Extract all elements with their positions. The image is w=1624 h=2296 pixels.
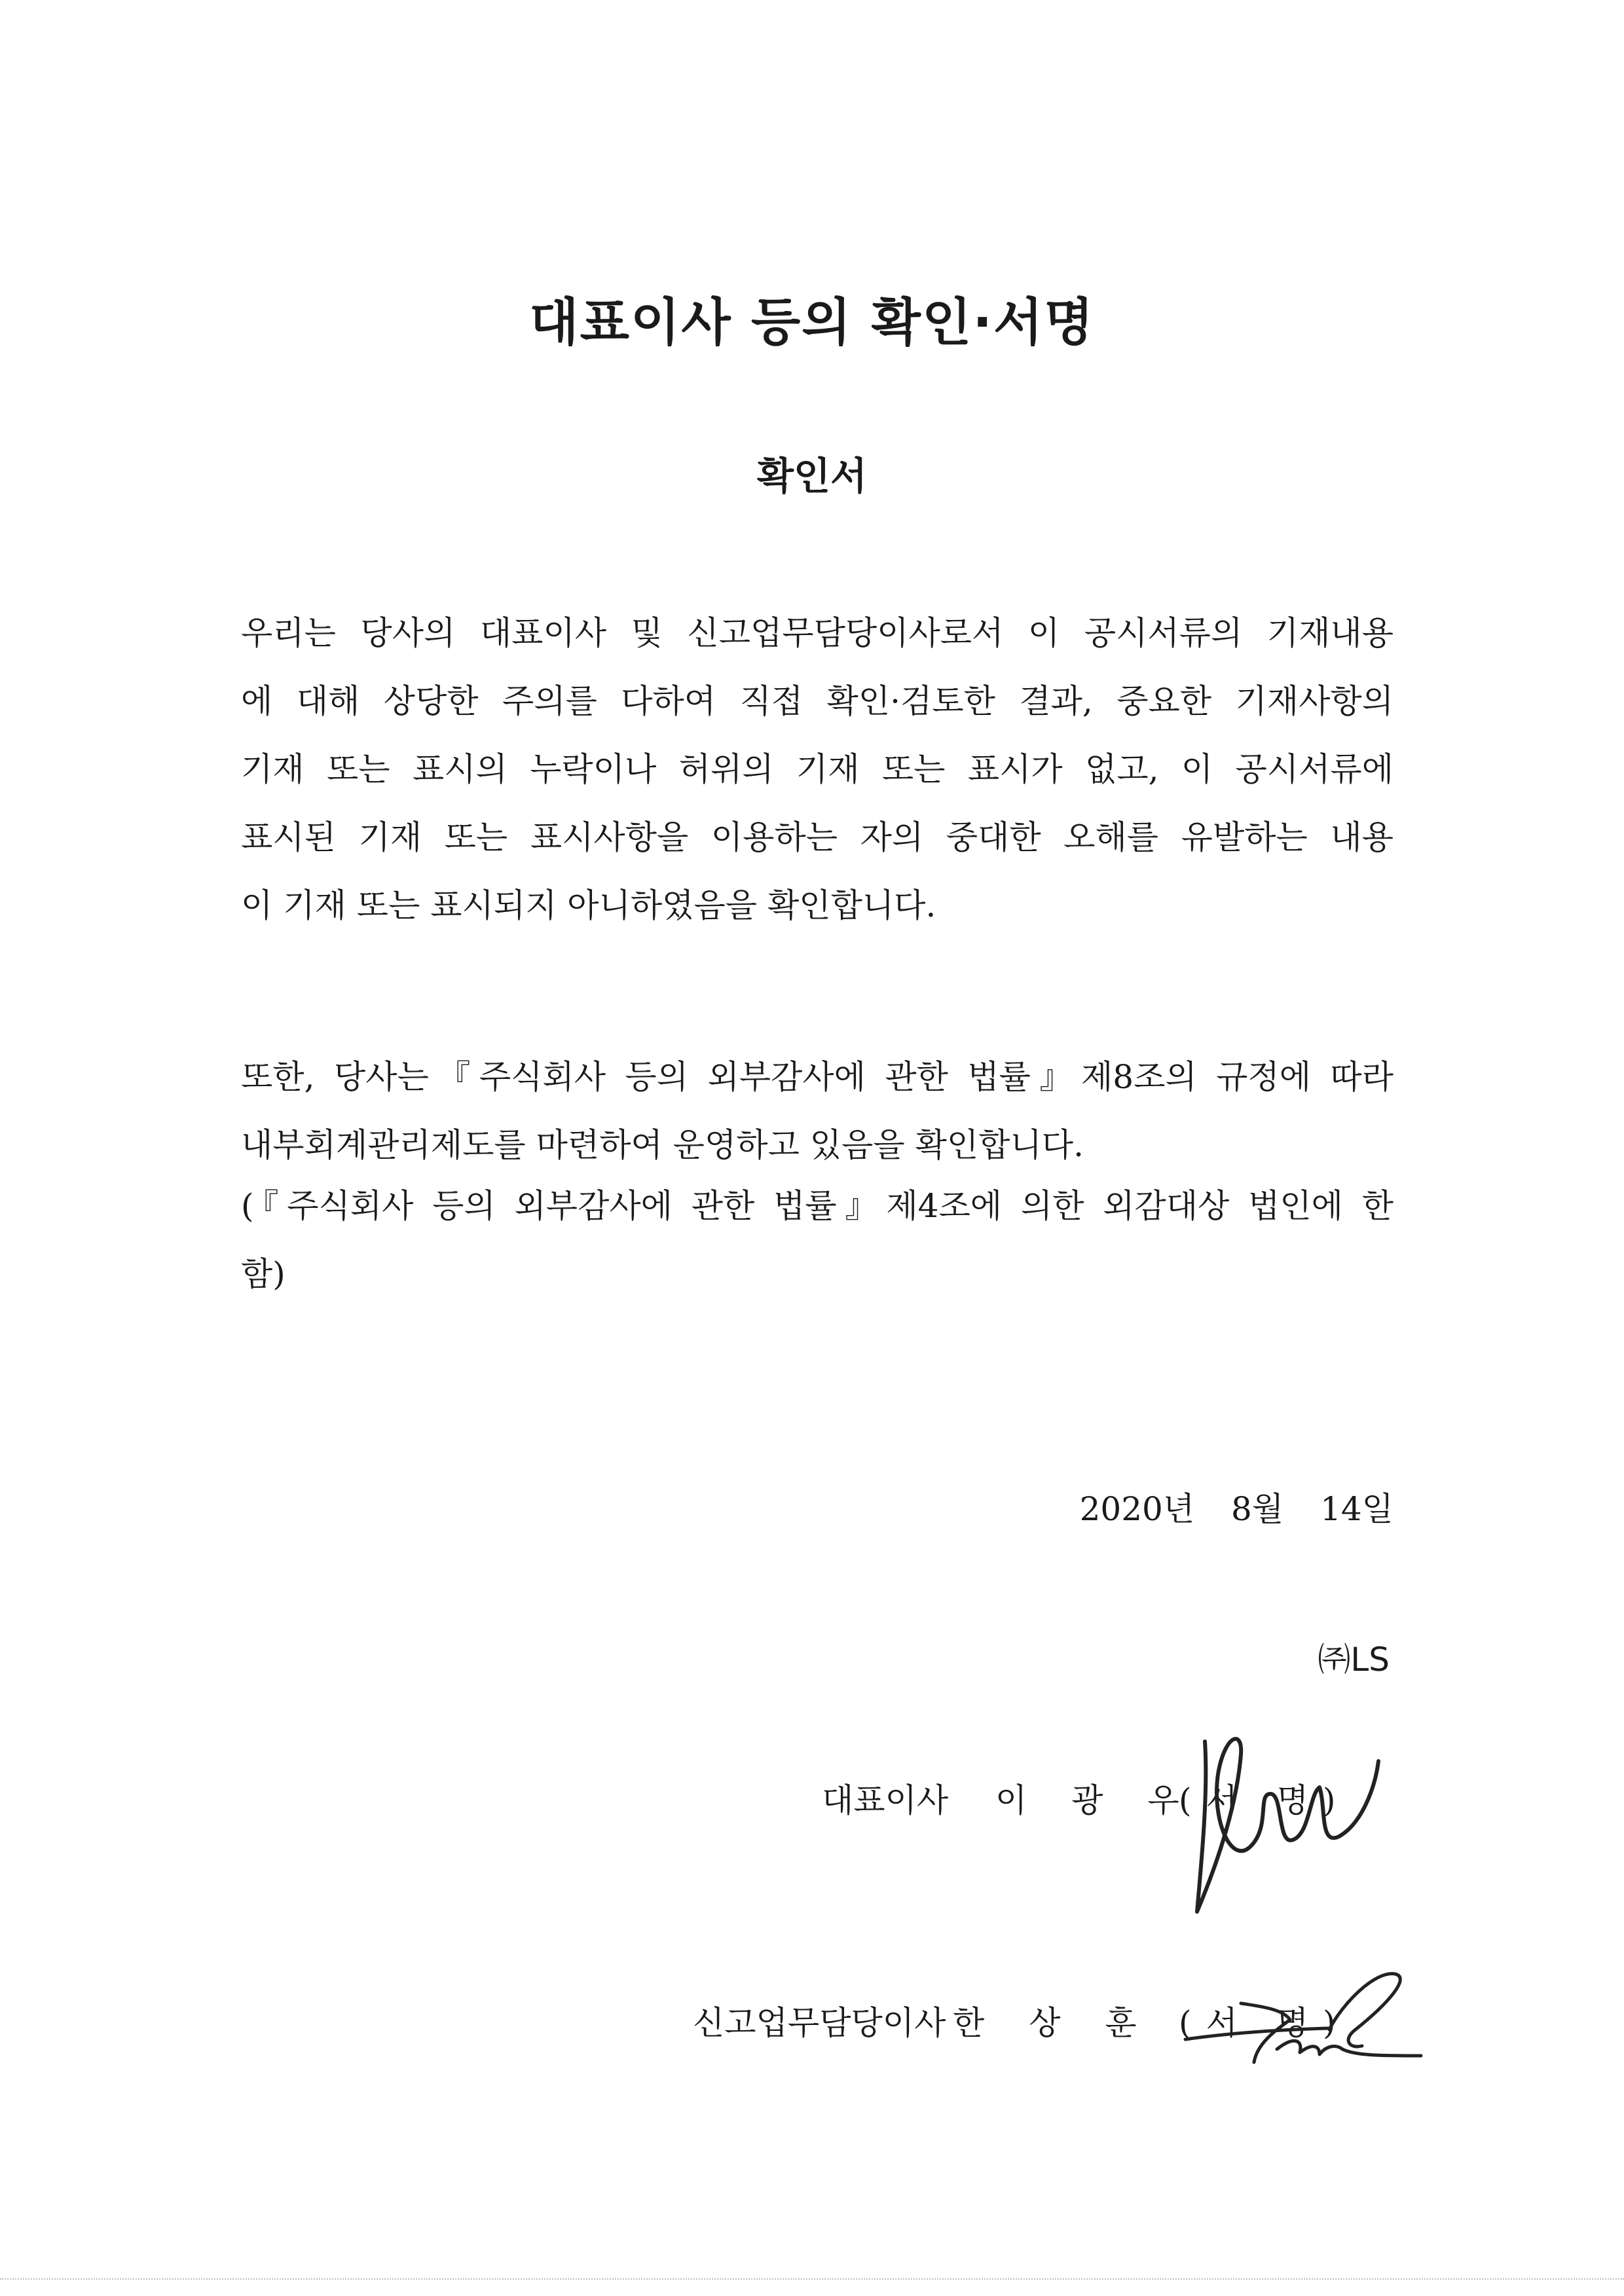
ceo-signature-row [0, 1774, 1624, 1820]
confirmation-paragraph [241, 599, 1393, 939]
scan-edge-rule [0, 2278, 1624, 2280]
paragraph-line: (『주식회사 등의 외부감사에 관한 법률』제4조에 의한 외감대상 법인에 한 [241, 1187, 1393, 1225]
paragraph-line: 표시된 기재 또는 표시사항을 이용하는 자의 중대한 오해를 유발하는 내용 [241, 818, 1393, 856]
ceo-name: 이 광 우 [995, 1781, 1196, 1819]
document-date [1080, 1483, 1393, 1530]
officer-name: 한 상 훈 [953, 2004, 1154, 2042]
date-day: 14일 [1320, 1490, 1393, 1528]
ceo-sign-label: (서 명) [1179, 1781, 1350, 1819]
document-subtitle: 확인서 [756, 454, 868, 498]
date-month: 8월 [1231, 1490, 1284, 1528]
officer-signature-row [0, 1997, 1624, 2043]
officer-role: 신고업무담당이사 [693, 2004, 946, 2042]
paragraph-line: 이 기재 또는 표시되지 아니하였음을 확인합니다. [241, 886, 936, 924]
date-year: 2020년 [1079, 1490, 1195, 1528]
document-title: 대표이사 등의 확인·서명 [529, 293, 1095, 352]
company-name: ㈜LS [1318, 1641, 1390, 1679]
paragraph-line: 기재 또는 표시의 누락이나 허위의 기재 또는 표시가 없고, 이 공시서류에 [241, 750, 1393, 788]
ceo-role: 대표이사 [822, 1781, 949, 1819]
paragraph-line: 함) [241, 1255, 286, 1293]
paragraph-line: 에 대해 상당한 주의를 다하여 직접 확인·검토한 결과, 중요한 기재사항의 [241, 682, 1393, 720]
officer-sign-label: (서 명) [1179, 2004, 1350, 2042]
scope-note-paragraph [241, 1172, 1393, 1308]
paragraph-line: 내부회계관리제도를 마련하여 운영하고 있음을 확인합니다. [241, 1126, 1084, 1164]
paragraph-line: 또한, 당사는『주식회사 등의 외부감사에 관한 법률』제8조의 규정에 따라 [241, 1058, 1393, 1096]
internal-control-paragraph [241, 1043, 1393, 1179]
paragraph-line: 우리는 당사의 대표이사 및 신고업무담당이사로서 이 공시서류의 기재내용 [241, 614, 1393, 652]
